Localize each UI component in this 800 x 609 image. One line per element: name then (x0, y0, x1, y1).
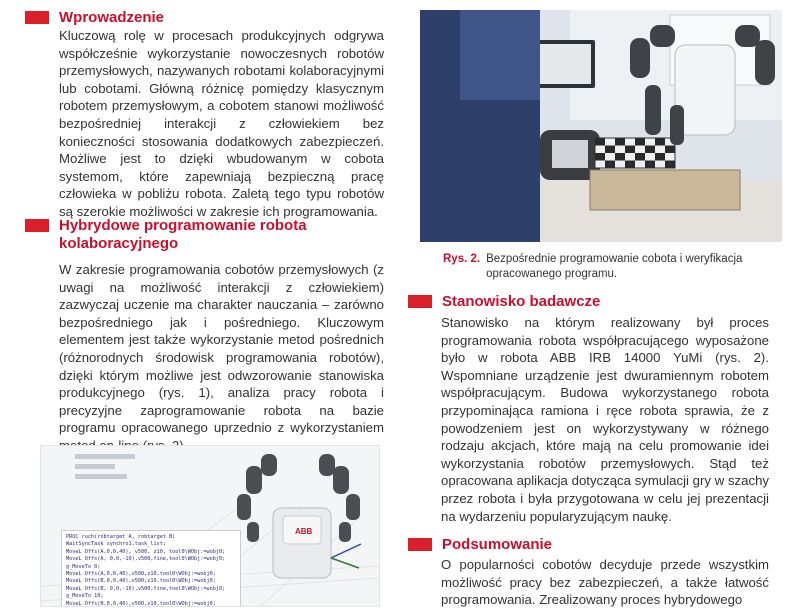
figure-label: Rys. 2. (443, 253, 481, 265)
code-line: WaitSyncTask synchro1,task_list; (66, 541, 166, 548)
code-line: MoveL Offs(B,0,0,40),v500,z10,tool0\WObj:=wobj0; (66, 600, 216, 607)
figure-2-caption (443, 252, 773, 282)
section-title: Podsumowanie (442, 536, 553, 553)
code-line: MoveL Offs(B,0,0,40),v500,z10,tool0\WObj:=wobj0; (66, 578, 216, 585)
section-title: Stanowisko badawcze (442, 293, 601, 310)
figure-1-simulation (40, 445, 380, 607)
hybrid-paragraph: W zakresie programowania cobotów przemysłowych (z uwagi na możliwość interakcji z człowiekiem) zazwyczaj uczenie ma charakter nauczania – zarówno bezpośredniego jak i pośredniego. Kluczowym elementem jest także wykorzystanie metod pośrednich (różnorodnych środowisk programowania robotów), dzięki którym możliwe jest odwzorowanie stanowiska produkcyjnego (rys. 1), analiza pracy robota i precyzyjne zaprogramowanie robota na bazie programu opracowanego uprzednio z wykorzystaniem (59, 262, 384, 436)
figure-2-photo (420, 10, 782, 242)
code-line: MoveL Offs(A,0,0,40),v500,z10,tool0\WObj:=wobj0; (66, 571, 216, 578)
code-line: MoveL Offs(B, 0,0,-10),v500,fine,tool0\WObj:=wobj0; (66, 585, 226, 592)
section-marker (408, 538, 432, 551)
section-heading-station (408, 293, 600, 311)
summary-paragraph: O popularności cobotów decyduje przede wszystkim możliwość pracy bez zabezpieczeń, a także łatwość programowania. Zrealizowany proces hybrydowego (441, 557, 769, 608)
station-paragraph: Stanowisko na którym realizowany był proces programowania robota współpracującego wyposażone było w robota ABB IRB 14000 YuMi (rys. 2). Wspomniane urządzenie jest dwuramiennym robotem współpracującym. Budowa wykorzystanego robota przypominająca ramiona i ręce robota sprawia, że z powodzeniem jest on wykorzystywany w różnego rodzaju akcjach, które mają na celu promowanie idei wykorzystania robotów przemysłowych. Stąd też opracowana aplikacja dotycząca symulacji gry w szachy przez robota i była przygotowana w celu jej prezentacji na wydarzeniu popularyzującym naukę. (441, 315, 769, 524)
robot-chess-photo (420, 10, 782, 242)
section-marker (25, 11, 49, 24)
caption-text: Bezpośrednie programowanie cobota i weryfikacja opracowanego programu. (486, 253, 743, 280)
intro-paragraph: Kluczową rolę w procesach produkcyjnych odgrywa współcześnie wykorzystanie nowoczesnych robotów przemysłowych, nazywanych robotami kolaboracyjnymi lub cobotami. Główną różnicę pomiędzy klasycznym robotem przemysłowym, a cobotem stanowi możliwość bezpośredniej interakcji z człowiekiem bez konieczności stosowania dodatkowych zabezpieczeń. Możliwe jest to dzięki wbudowanym w cobota systemom, które zapewniają bezpieczną pracę człowieka w pobliżu robota. Zaletą tego typu robotów są szerokie możliwości w zakresie ich programowania. (59, 28, 384, 219)
code-line: g_MoveTo 0; (66, 563, 101, 570)
section-heading-summary (408, 536, 552, 554)
section-marker (408, 295, 432, 308)
code-line: MoveL Offs(A, 0,0,-10),v500,fine,tool0\WObj:=wobj0; (66, 556, 226, 563)
section-title: Wprowadzenie (59, 9, 165, 26)
section-title: Hybrydowe programowanie robota kolaboracyjnego (59, 217, 307, 252)
code-line: g_MoveTo 10; (66, 593, 104, 600)
section-marker (25, 219, 49, 232)
code-line: MoveL Offs(A,0,0,40), v500, z10, tool0\WObj:=wobj0; (66, 548, 226, 555)
section-heading-intro (25, 9, 164, 27)
section-heading-hybrid (25, 217, 309, 253)
robot-logo: ABB (295, 527, 313, 536)
rapid-code-listing (61, 530, 241, 607)
code-line: PROC ruch(robtarget A, robtarget B) (66, 534, 176, 540)
